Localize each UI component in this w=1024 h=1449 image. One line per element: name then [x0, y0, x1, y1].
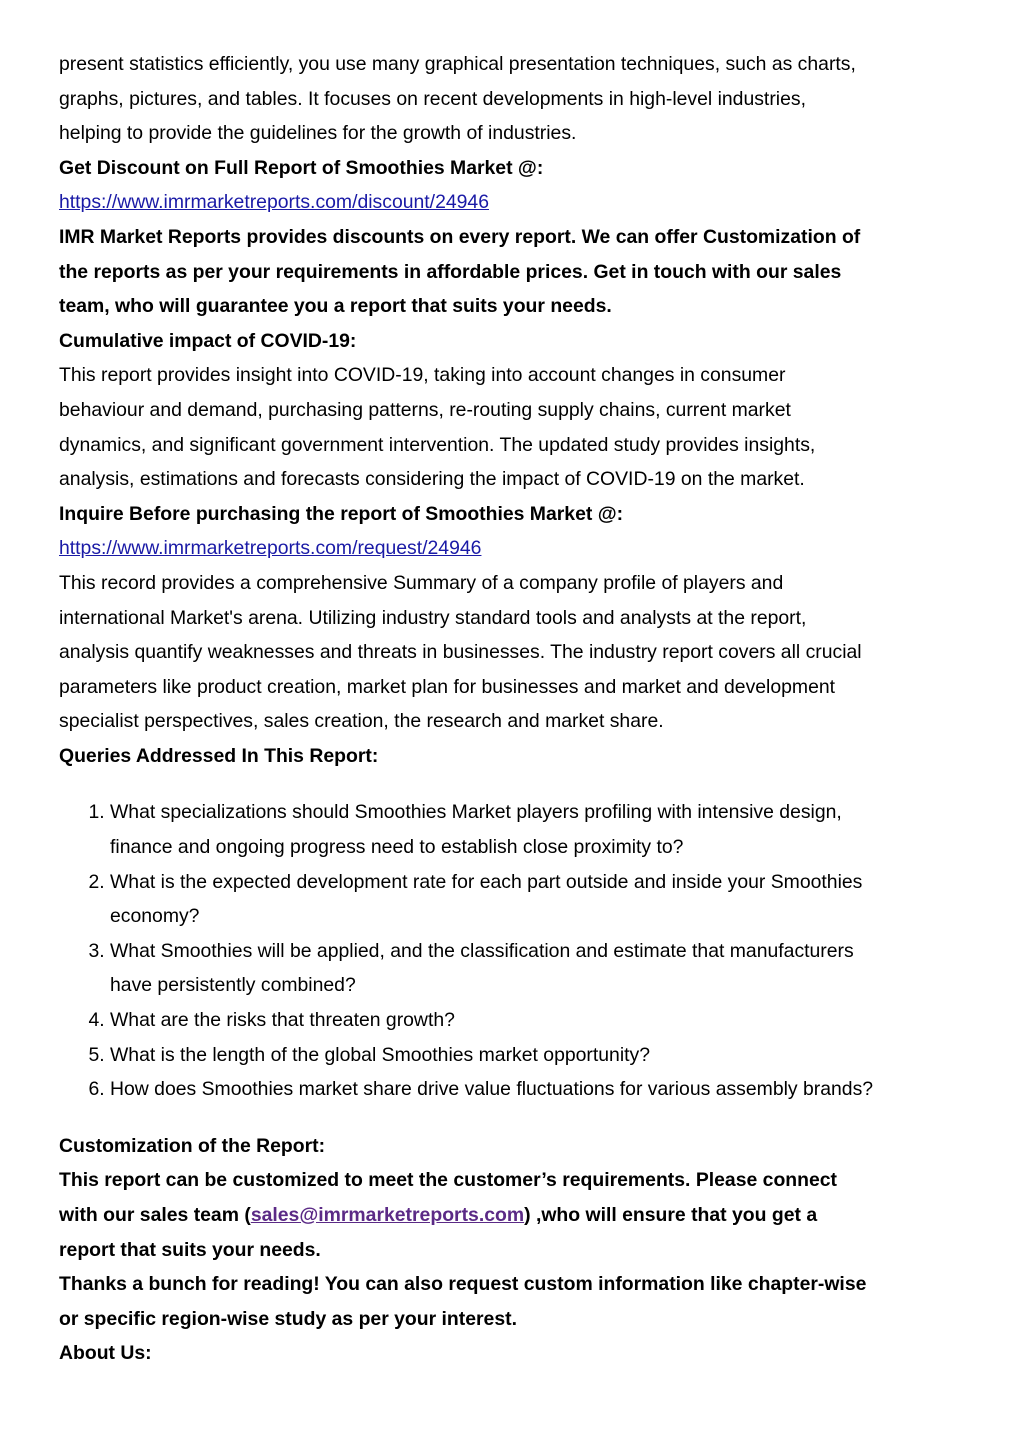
inquire-heading: Inquire Before purchasing the report of Smoothies Market @:: [59, 502, 624, 525]
thanks-paragraph: [59, 1267, 979, 1336]
covid-line: dynamics, and significant government intervention. The updated study provides insights,: [59, 433, 816, 456]
summary-line: parameters like product creation, market plan for businesses and market and development: [59, 675, 836, 698]
imr-offer-paragraph: [59, 220, 979, 324]
query-item: [110, 1038, 979, 1073]
customization-line: report that suits your needs.: [59, 1238, 321, 1261]
inquire-link[interactable]: https://www.imrmarketreports.com/request/24946: [59, 537, 482, 560]
imr-offer-line: the reports as per your requirements in affordable prices. Get in touch with our sales: [59, 260, 842, 283]
covid-line: This report provides insight into COVID-19, taking into account changes in consumer: [59, 364, 786, 387]
imr-offer-line: IMR Market Reports provides discounts on every report. We can offer Customization of: [59, 225, 861, 248]
summary-line: analysis quantify weaknesses and threats in businesses. The industry report covers all crucial: [59, 641, 862, 664]
customization-line: [59, 1198, 979, 1233]
queries-heading: Queries Addressed In This Report:: [59, 744, 379, 767]
covid-line: analysis, estimations and forecasts considering the impact of COVID-19 on the market.: [59, 468, 805, 491]
covid-paragraph: [59, 358, 979, 496]
query-text: 2. What is the expected development rate for each part outside and inside your Smoothies: [110, 870, 863, 893]
query-item: [110, 795, 979, 864]
customization-text: with our sales team (: [59, 1204, 251, 1226]
query-text: 4. What are the risks that threaten growth?: [110, 1009, 455, 1032]
query-item: [110, 1072, 979, 1107]
customization-line: This report can be customized to meet the customer’s requirements. Please connect: [59, 1169, 838, 1192]
query-text: 6. How does Smoothies market share drive value fluctuations for various assembly brands?: [110, 1078, 874, 1101]
query-text: economy?: [110, 905, 200, 928]
sales-email-link[interactable]: sales@imrmarketreports.com: [250, 1204, 525, 1226]
thanks-line: or specific region-wise study as per your interest.: [59, 1307, 517, 1330]
covid-heading: Cumulative impact of COVID-19:: [59, 329, 357, 352]
covid-line: behaviour and demand, purchasing patterns, re-routing supply chains, current market: [59, 398, 791, 421]
customization-text: ) ,who will ensure that you get a: [524, 1204, 818, 1226]
customization-paragraph: [59, 1163, 979, 1267]
intro-line: graphs, pictures, and tables. It focuses on recent developments in high-level industries,: [59, 87, 806, 110]
query-text: have persistently combined?: [110, 974, 356, 997]
intro-line: helping to provide the guidelines for the growth of industries.: [59, 122, 577, 145]
summary-line: specialist perspectives, sales creation, the research and market share.: [59, 710, 664, 733]
about-heading: About Us:: [59, 1342, 152, 1365]
query-item: [110, 1003, 979, 1038]
query-item: [110, 934, 979, 1003]
summary-paragraph: [59, 566, 979, 739]
intro-line: present statistics efficiently, you use many graphical presentation techniques, such as charts,: [59, 53, 856, 75]
query-text: 1. What specializations should Smoothies Market players profiling with intensive design,: [110, 801, 842, 824]
document-page: [59, 47, 979, 1371]
query-item: [110, 865, 979, 934]
query-text: finance and ongoing progress need to establish close proximity to?: [110, 836, 684, 859]
query-text: 3. What Smoothies will be applied, and the classification and estimate that manufacturers: [110, 939, 854, 962]
queries-list: [59, 795, 979, 1106]
thanks-line: Thanks a bunch for reading! You can also request custom information like chapter-wise: [59, 1273, 867, 1296]
query-text: 5. What is the length of the global Smoothies market opportunity?: [110, 1043, 651, 1066]
discount-link[interactable]: https://www.imrmarketreports.com/discount/24946: [59, 191, 489, 214]
customization-heading: Customization of the Report:: [59, 1134, 326, 1157]
discount-heading: Get Discount on Full Report of Smoothies Market @:: [59, 156, 544, 179]
summary-line: This record provides a comprehensive Summary of a company profile of players and: [59, 571, 784, 594]
imr-offer-line: team, who will guarantee you a report that suits your needs.: [59, 295, 612, 318]
summary-line: international Market's arena. Utilizing industry standard tools and analysts at the report,: [59, 606, 807, 629]
intro-paragraph: [59, 47, 979, 151]
